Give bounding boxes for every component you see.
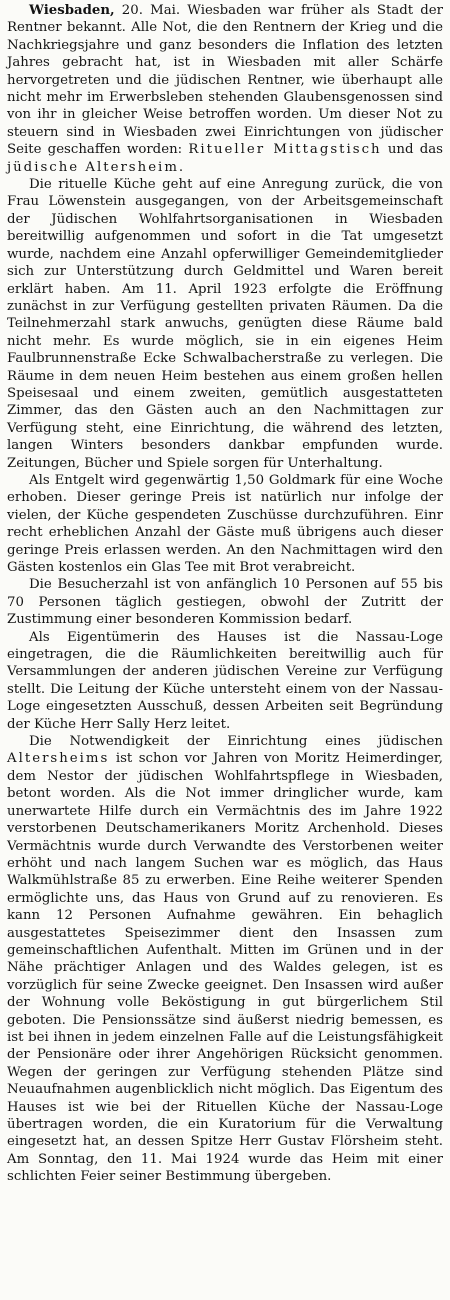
paragraph-ritual-kitchen: Die rituelle Küche geht auf eine Anregung zurück, die von Frau Löwenstein ausgegangen, von der Arbeitsgemeinschaft der Jüdischen Wohlfahrtsorganisationen in Wiesbaden bereitwillig aufgenommen und sofort in die Tat umgesetzt wurde, nachdem eine Anzahl opferwilliger Gemeindemitglieder sich zur Unterstützung durch Geldmittel und Waren bereit erklärt haben. Am 11. April 1923 erfolgte die Eröffnung zunächst in zur Verfügung gestellten privaten Räumen. Da die Teilnehmerzahl stark anwuchs, genügten diese Räume bald nicht mehr. Es wurde möglich, sie in ein eigenes Heim Faulbrunnenstraße Ecke Schwalbacherstraße zu verlegen. Die Räume in dem neuen Heim bestehen aus einem großen hellen Speisesaal und einem zweiten, gemütlich ausgestatteten Zimmer, das den Gästen auch an den Nachmittagen zur Verfügung steht, eine Einrichtung, die während des letzten, langen Winters besonders dankbar empfunden wurde. Zeitungen, Bücher und Spiele sorgen für Unterhaltung.: [7, 177, 443, 471]
altersheim-text-b: ist schon vor Jahren von Moritz Heimerdinger, dem Nestor der jüdischen Wohlfahrtspflege in Wiesbaden, betont worden. Als die Not immer dringlicher wurde, kam unerwartete Hilfe durch ein Vermächtnis des im Jahre 1922 verstorbenen Deutschamerikaners Moritz Archenhold. Dieses Vermächtnis wurde durch Verwandte des Verstorbenen weiter erhöht und nach langem Suchen war es möglich, das Haus Walkmühlstraße 85 zu erwerben. Eine Reihe weiterer Spenden ermöglichte uns, das Haus von Grund auf zu renovieren. Es kann 12 Personen Aufnahme gewähren. Ein behaglich ausgestattetes Speisezimmer dient den Insassen zum gemeinschaftlichen Aufenthalt. Mitten im Grünen und in der Nähe prächtiger Anlagen und des Waldes gelegen, ist es vorzüglich für seine Zwecke geeignet. Den Insassen wird außer der Wohnung volle Beköstigung in gut bürgerlichem Stil geboten. Die Pensionssätze sind äußerst niedrig bemessen, es ist bei ihnen in jedem einzelnen Falle auf die Leistungsfähigkeit der Pensionäre oder ihrer Angehörigen Rücksicht genommen. Wegen der geringen zur Verfügung stehenden Plätze sind Neuaufnahmen augenblicklich nicht möglich. Das Eigentum des Hauses ist wie bei der Rituellen Küche der Nassau-Loge übertragen worden, die ein Kuratorium für die Verwaltung eingesetzt hat, an dessen Spitze Herr Gustav Flörsheim steht. Am Sonntag, den 11. Mai 1924 wurde das Heim mit einer schlichten Feier seiner Bestimmung übergeben.: [7, 751, 443, 1185]
intro-text-a: 20. Mai. Wiesbaden war früher als Stadt der Rentner bekannt. Alle Not, die den Rentnern der Krieg und die Nachkriegsjahre und ganz besonders die Inflation des letzten Jahres gebracht hat, ist in Wiesbaden mit aller Schärfe hervorgetreten und die jüdischen Rentner, wie überhaupt alle nicht mehr im Erwerbsleben stehenden Glaubensgenossen sind von ihr in gleicher Weise betroffen worden. Um dieser Not zu steuern sind in Wiesbaden zwei Einrichtungen von jüdischer Seite geschaffen worden:: [7, 3, 443, 158]
intro-text-b: und das: [381, 142, 444, 158]
altersheim-spaced-word: Altersheims: [7, 751, 110, 767]
intro-spaced-altersheim: jüdische Altersheim.: [7, 159, 186, 175]
paragraph-fee: Als Entgelt wird gegenwärtig 1,50 Goldmark für eine Woche erhoben. Dieser geringe Preis ist natürlich nur infolge der vielen, der Küche gespendeten Zuschüsse durchzuführen. Einr recht erheblichen Anzahl der Gäste muß übrigens auch dieser geringe Preis erlassen werden. An den Nachmittagen wird den Gästen kostenlos ein Glas Tee mit Brot verabreicht.: [7, 472, 443, 575]
paragraph-visitors: Die Besucherzahl ist von anfänglich 10 Personen auf 55 bis 70 Personen täglich gestiegen, obwohl der Zutritt der Zustimmung einer besonderen Kommission bedarf.: [7, 577, 443, 628]
altersheim-text-a: Die Notwendigkeit der Einrichtung eines jüdischen: [29, 734, 443, 750]
paragraph-nassau-loge: Als Eigentümerin des Hauses ist die Nassau-Loge eingetragen, die die Räumlichkeiten bereitwillig auch für Versammlungen der anderen jüdischen Vereine zur Verfügung stellt. Die Leitung der Küche untersteht einem von der Nassau-Loge eingesetzten Ausschuß, dessen Arbeiten seit Begründung der Küche Herr Sally Herz leitet.: [7, 629, 443, 732]
intro-spaced-mittagstisch: Ritueller Mittagstisch: [188, 142, 382, 158]
paragraph-altersheim: [7, 733, 443, 1186]
dateline-place: Wiesbaden,: [29, 3, 115, 18]
paragraph-intro: [7, 2, 443, 176]
